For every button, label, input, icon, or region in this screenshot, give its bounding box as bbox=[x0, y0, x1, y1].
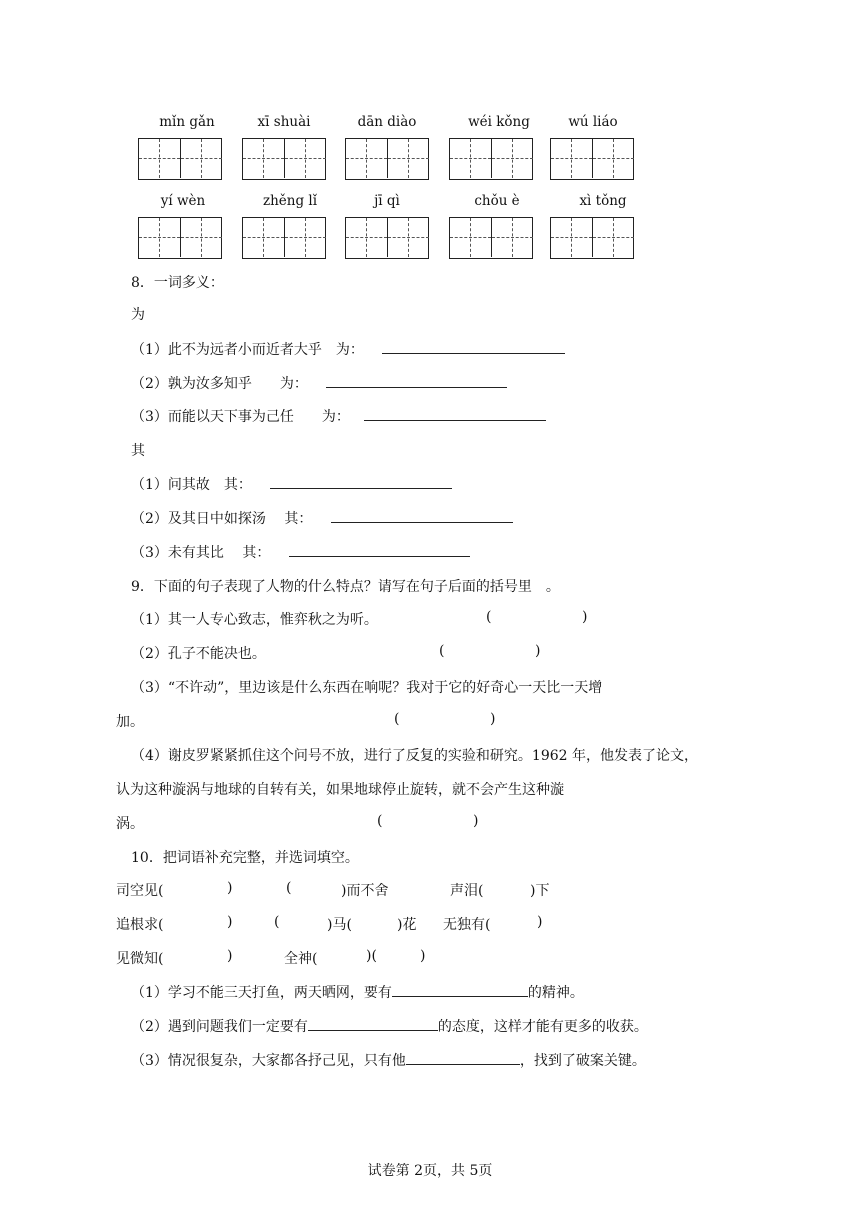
idiom-fill: ( bbox=[286, 880, 292, 896]
q10-sentence-text: 的精神。 bbox=[527, 985, 584, 1001]
answer-paren-close[interactable]: ) bbox=[582, 609, 588, 625]
q8-item-text: （2）孰为汝多知乎 为： bbox=[131, 376, 308, 392]
q9-sentence: （3）“不许动”，里边该是什么东西在响呢？我对于它的好奇心一天比一天增 bbox=[131, 680, 603, 696]
idiom-fill: ) bbox=[227, 880, 233, 896]
idiom-fill: 追根求( bbox=[116, 917, 164, 933]
idiom-fill: ) bbox=[227, 948, 233, 964]
answer-paren-open[interactable]: ( bbox=[439, 643, 445, 659]
idiom-fill: )而不舍 bbox=[341, 883, 389, 899]
q8-item-text: （3）而能以天下事为己任 为： bbox=[131, 409, 350, 425]
character-grid[interactable] bbox=[449, 217, 533, 259]
pinyin-label: wú liáo bbox=[568, 114, 618, 130]
q10-sentence-text: ，找到了破案关键。 bbox=[519, 1053, 646, 1069]
answer-blank[interactable] bbox=[406, 1050, 520, 1065]
idiom-fill: 全神( bbox=[284, 951, 318, 967]
q8-item-text: （3）未有其比 其： bbox=[131, 545, 271, 561]
idiom-fill: )花 bbox=[397, 917, 417, 933]
idiom-fill: ) bbox=[227, 914, 233, 930]
q10-sentence-text: （3）情况很复杂，大家都各抒己见，只有他 bbox=[131, 1053, 406, 1069]
idiom-fill: 见微知( bbox=[116, 951, 164, 967]
idiom-fill: 声泪( bbox=[450, 883, 484, 899]
answer-paren-close[interactable]: ) bbox=[490, 711, 496, 727]
q8-item bbox=[131, 373, 507, 393]
q8-item bbox=[131, 542, 470, 562]
character-grid[interactable] bbox=[242, 138, 326, 180]
pinyin-label: wéi kǒng bbox=[468, 114, 530, 130]
q9-sentence: （1）其一人专心致志，惟弈秋之为听。 bbox=[131, 612, 378, 628]
answer-paren-open[interactable]: ( bbox=[486, 609, 492, 625]
character-grid[interactable] bbox=[138, 217, 222, 259]
answer-blank[interactable] bbox=[331, 508, 513, 523]
q9-sentence: （2）孔子不能决也。 bbox=[131, 646, 266, 662]
q9-sentence: 认为这种漩涡与地球的自转有关，如果地球停止旋转，就不会产生这种漩 bbox=[116, 782, 564, 798]
answer-blank[interactable] bbox=[364, 406, 546, 421]
answer-blank[interactable] bbox=[270, 474, 452, 489]
answer-paren-close[interactable]: ) bbox=[473, 813, 479, 829]
q8-item bbox=[131, 474, 452, 494]
q8-item-text: （1）此不为远者小而近者大乎 为： bbox=[131, 342, 364, 358]
answer-paren-open[interactable]: ( bbox=[394, 711, 400, 727]
q8-item-text: （1）问其故 其： bbox=[131, 477, 252, 493]
q9-sentence: 涡。 bbox=[116, 816, 144, 832]
pinyin-label: zhěng lǐ bbox=[262, 193, 318, 209]
answer-paren-close[interactable]: ) bbox=[535, 643, 541, 659]
idiom-fill: ( bbox=[274, 914, 280, 930]
idiom-fill: 无独有( bbox=[443, 917, 491, 933]
q9-sentence: （4）谢皮罗紧紧抓住这个问号不放，进行了反复的实验和研究。1962 年，他发表了论文， bbox=[131, 748, 698, 764]
question-9-title: 9．下面的句子表现了人物的什么特点？请写在句子后面的括号里 。 bbox=[131, 579, 560, 595]
pinyin-label: chǒu è bbox=[474, 193, 520, 209]
character-grid[interactable] bbox=[345, 217, 429, 259]
idiom-fill: ) bbox=[537, 914, 543, 930]
q8-item-text: （2）及其日中如探汤 其： bbox=[131, 511, 313, 527]
character-grid[interactable] bbox=[550, 138, 634, 180]
idiom-fill: 司空见( bbox=[116, 883, 164, 899]
idiom-fill: )马( bbox=[327, 917, 352, 933]
character-grid[interactable] bbox=[345, 138, 429, 180]
idiom-fill: ) bbox=[420, 948, 426, 964]
q8-item bbox=[131, 339, 565, 359]
q10-sentence bbox=[131, 982, 584, 1002]
pinyin-label: jī qì bbox=[374, 193, 400, 209]
q10-sentence-text: （1）学习不能三天打鱼，两天晒网，要有 bbox=[131, 985, 392, 1001]
pinyin-label: mǐn gǎn bbox=[159, 114, 215, 130]
character-grid[interactable] bbox=[449, 138, 533, 180]
answer-blank[interactable] bbox=[289, 542, 470, 557]
character-grid[interactable] bbox=[550, 217, 634, 259]
q10-sentence-text: 的态度，这样才能有更多的收获。 bbox=[437, 1019, 648, 1035]
answer-blank[interactable] bbox=[382, 339, 565, 354]
q8-item bbox=[131, 406, 546, 426]
pinyin-label: xī shuài bbox=[257, 114, 311, 130]
question-10-title: 10．把词语补充完整，并选词填空。 bbox=[131, 850, 359, 866]
q10-sentence bbox=[131, 1050, 646, 1070]
pinyin-label: dān diào bbox=[357, 114, 417, 130]
q10-sentence-text: （2）遇到问题我们一定要有 bbox=[131, 1019, 308, 1035]
character-grid[interactable] bbox=[242, 217, 326, 259]
idiom-fill: )下 bbox=[530, 883, 550, 899]
character-grid[interactable] bbox=[138, 138, 222, 180]
pinyin-label: xì tǒng bbox=[579, 193, 627, 209]
answer-paren-open[interactable]: ( bbox=[377, 813, 383, 829]
q10-sentence bbox=[131, 1016, 648, 1036]
q8-item bbox=[131, 508, 513, 528]
answer-blank[interactable] bbox=[392, 982, 528, 997]
question-8-title: 8．一词多义： bbox=[131, 275, 224, 291]
answer-blank[interactable] bbox=[308, 1016, 438, 1031]
word-wei: 为 bbox=[131, 307, 145, 323]
idiom-fill: )( bbox=[366, 948, 377, 964]
q9-sentence: 加。 bbox=[116, 714, 144, 730]
answer-blank[interactable] bbox=[326, 373, 507, 388]
pinyin-label: yí wèn bbox=[160, 193, 206, 209]
word-qi: 其 bbox=[131, 443, 145, 459]
page-footer: 试卷第 2页，共 5页 bbox=[367, 1163, 493, 1179]
